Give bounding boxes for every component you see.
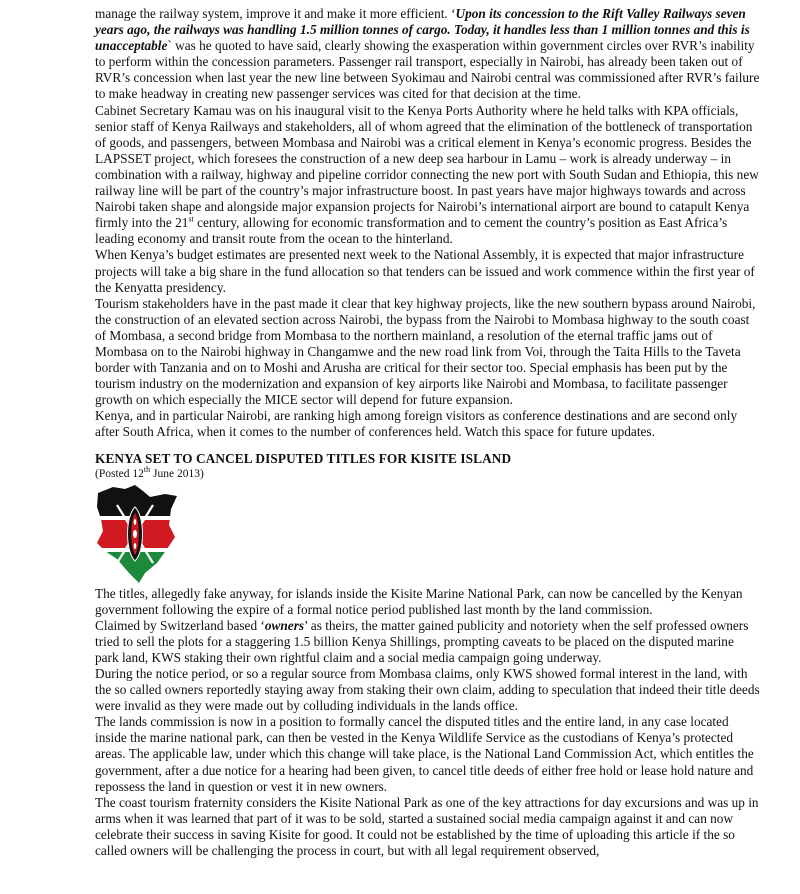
paragraph: When Kenya’s budget estimates are presented next week to the National Assembly, it is expected that major infrastructure projects will take a big share in the fund allocation so that tenders can be issued and work commence within the first year of the Kenyatta presidency.	[95, 247, 755, 295]
paragraph: The titles, allegedly fake anyway, for islands inside the Kisite Marine National Park, can now be cancelled by the Kenyan government following the expire of a formal notice period published last month by the land commission.	[95, 585, 743, 617]
text: Claimed by Switzerland based ‘	[95, 617, 265, 633]
owners-text: owners	[264, 617, 305, 633]
paragraph	[95, 6, 760, 103]
text: Cabinet Secretary Kamau was on his inaugural visit to the Kenya Ports Authority where he held talks with KPA officials, senior staff of Kenya Railways and stakeholders, all of whom agreed that the elimination of the bottleneck of transportation of goods, and passengers, between Mombasa and Nairobi was a critical element in Kenya’s economic progress. Besides the LAPSSET project, which foresees the construction of a new deep sea harbour in Lamu – work is already underway – in combination with a railway, highway and pipeline corridor connecting the new port with South Sudan and Ethiopia, this new railway line will be part of the country’s major infrastructure boost. In past years have major highways towards and across Nairobi taken shape and alongside major expansion projects for Nairobi’s international airport are bound to catapult Kenya firmly into the 21	[95, 102, 759, 231]
posted-date	[95, 464, 760, 481]
text: ` was he quoted to have said, clearly showing the exasperation within government circles over RVR’s inability to perform within the concession parameters. Passenger rail transport, especially in Nairobi, has already been taken out of RVR’s concession when last year the new line between Syokimau and Nairobi central was commissioned after RVR’s failure to make headway in creating new passenger services was cited for that decision at the time.	[95, 38, 760, 102]
paragraph: The coast tourism fraternity considers the Kisite National Park as one of the key attractions for day excursions and was up in arms when it was learned that part of it was to be sold, started a sustained social media campaign against it and can now celebrate their success in saving Kisite for good. It could not be established by the time of uploading this article if the so called owners will be challenging the process in court, but with all legal requirement observed,	[95, 794, 759, 859]
paragraph: Tourism stakeholders have in the past made it clear that key highway projects, like the new southern bypass around Nairobi, the construction of an elevated section across Nairobi, the bypass from the Nairobi to Mombasa highway to the south coast of Mombasa, a second bridge from Mombasa to the northern mainland, a resolution of the eternal traffic jams out of Mombasa on to the Nairobi highway in Changamwe and the new road link from Voi, through the Taita Hills to the Taveta border with Tanzania and on to Moshi and Arusha are critical for their sector too. Special emphasis has been put by the tourism industry on the modernization and expansion of key airports like Nairobi and Mombasa, to facilitate passenger growth on which especially the MICE sector will depend for future expansion.	[95, 295, 756, 408]
text: (Posted 12	[95, 467, 144, 480]
flag-green-band	[95, 552, 185, 586]
paragraph: Kenya, and in particular Nairobi, are ranking high among foreign visitors as conference destinations and are second only after South Africa, when it comes to the number of conferences held. Watch this space for future updates.	[95, 408, 738, 440]
text: century, allowing for economic transformation and to cement the country’s position as East Africa’s leading economy and transit route from the ocean to the hinterland.	[95, 215, 728, 247]
paragraph: During the notice period, or so a regular source from Mombasa claims, only KWS showed formal interest in the land, with the so called owners reportedly staying away from staking their own claim, adding to speculation that indeed their title deeds were invalid as they were made out by colluding individuals in the lands office.	[95, 666, 760, 714]
paragraph	[95, 618, 760, 666]
quote-text: Upon its concession to the Rift Valley Railways seven years ago, the railways was handling 1.5 million tonnes of cargo. Today, it handles less than 1 million tonnes and this is unacceptable	[95, 6, 750, 54]
text: June 2013)	[150, 467, 204, 480]
kenya-flag-map-image	[95, 483, 760, 586]
article-heading: KENYA SET TO CANCEL DISPUTED TITLES FOR KISITE ISLAND	[95, 450, 512, 466]
paragraph	[95, 103, 760, 248]
superscript: th	[143, 464, 151, 474]
flag-black-band	[95, 483, 185, 516]
kenya-flag-map-icon	[95, 483, 185, 586]
paragraph: The lands commission is now in a position to formally cancel the disputed titles and the entire land, in any case located inside the marine national park, can then be vested in the Kenya Wildlife Service as the custodians of Kenya’s protected areas. The applicable law, under which this change will take place, is the National Land Commission Act, which entitles the government, after a due notice for a hearing had been given, to cancel title deeds of either free hold or lease hold nature and repossess the land in question or vest it in new owners.	[95, 714, 754, 794]
superscript: st	[188, 214, 194, 224]
text: ’ as theirs, the matter gained publicity and notoriety when the self professed owners tried to sell the plots for a staggering 1.5 billion Kenya Shillings, prompting caveats to be placed on the disputed marine park land, KWS staking their own rightful claim and a social media campaign going underway.	[95, 617, 749, 665]
text: manage the railway system, improve it and make it more efficient. ‘	[95, 6, 456, 21]
